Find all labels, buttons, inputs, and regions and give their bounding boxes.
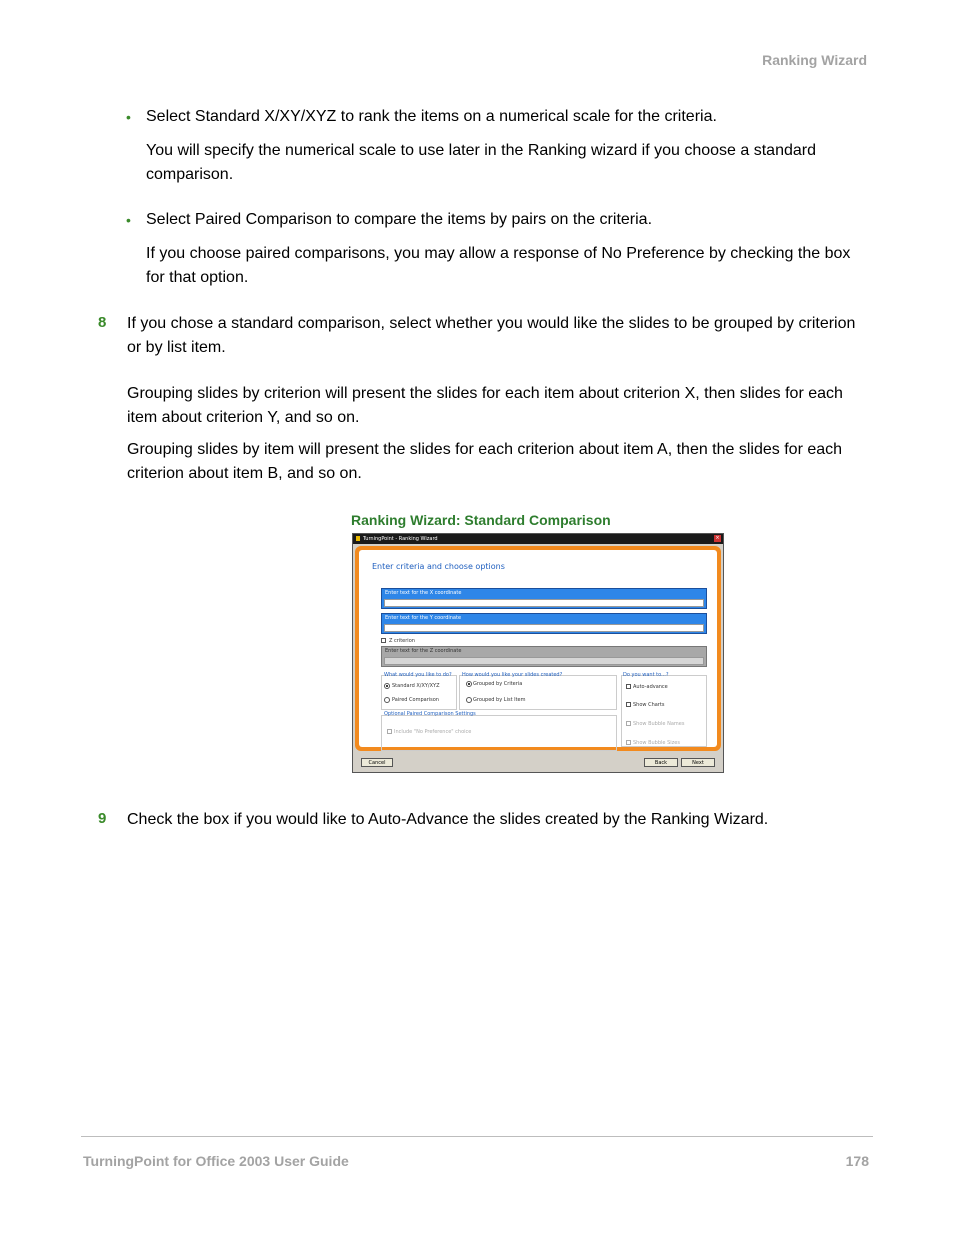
y-coordinate-input (384, 624, 704, 632)
criterion-grouping-paragraph: Grouping slides by criterion will present the slides for each item about criterion X, then slides for each item about criterion Y, and so on. (127, 385, 843, 426)
z-criterion-checkbox (381, 638, 386, 643)
paired-radio (384, 697, 390, 703)
step-number-9: 9 (98, 810, 107, 827)
step-number-8: 8 (98, 314, 107, 331)
bubble-sizes-label: Show Bubble Sizes (633, 740, 680, 746)
auto-advance-checkbox (626, 684, 631, 689)
do-label: Do you want to...? (623, 672, 669, 678)
standard-label: Standard X/XY/XYZ (392, 683, 440, 689)
z-coordinate-input (384, 657, 704, 665)
show-charts-checkbox (626, 702, 631, 707)
standard-radio (384, 683, 390, 689)
back-button: Back (644, 758, 678, 767)
close-icon: × (715, 535, 720, 541)
grouped-list-label: Grouped by List Item (473, 697, 526, 703)
paired-label: Paired Comparison (392, 697, 439, 703)
ranking-wizard-screenshot (352, 533, 724, 773)
bullet-paired-note: If you choose paired comparisons, you may allow a response of No Preference by checking the box for that option. (146, 245, 851, 286)
step-8-text: If you chose a standard comparison, select whether you would like the slides to be grouped by criterion or by list item. (127, 315, 856, 356)
running-header: Ranking Wizard (762, 52, 867, 68)
bullet-standard-note: You will specify the numerical scale to use later in the Ranking wizard if you choose a standard comparison. (146, 142, 816, 183)
wizard-inner (359, 550, 717, 747)
no-preference-label: Include "No Preference" choice (394, 729, 472, 735)
item-grouping-paragraph: Grouping slides by item will present the slides for each criterion about item A, then the slides for each criterion about item B, and so on. (127, 441, 843, 482)
what-label: What would you like to do? (384, 672, 452, 678)
no-preference-checkbox (387, 729, 392, 734)
step-9-text: Check the box if you would like to Auto-Advance the slides created by the Ranking Wizard. (127, 811, 769, 828)
y-coordinate-label: Enter text for the Y coordinate (385, 615, 462, 621)
footer-divider (81, 1136, 873, 1137)
grouped-list-radio (466, 697, 472, 703)
bubble-names-label: Show Bubble Names (633, 721, 685, 727)
x-coordinate-label: Enter text for the X coordinate (385, 590, 462, 596)
bullet-marker: • (126, 212, 131, 228)
bullet-paired-text: Select Paired Comparison to compare the items by pairs on the criteria. (146, 211, 653, 228)
z-coordinate-box (381, 646, 707, 667)
wizard-panel (355, 546, 721, 751)
x-coordinate-input (384, 599, 704, 607)
auto-advance-label: Auto-advance (633, 684, 668, 690)
wizard-heading: Enter criteria and choose options (372, 562, 505, 571)
how-label: How would you like your slides created? (462, 672, 563, 678)
y-coordinate-box (381, 613, 707, 634)
grouped-criteria-radio (466, 681, 472, 687)
cancel-button: Cancel (361, 758, 393, 767)
x-coordinate-box (381, 588, 707, 609)
z-coordinate-label: Enter text for the Z coordinate (385, 648, 462, 654)
show-charts-label: Show Charts (633, 702, 665, 708)
app-icon (356, 536, 360, 541)
page-number: 178 (845, 1153, 869, 1169)
footer-title: TurningPoint for Office 2003 User Guide (83, 1153, 349, 1169)
wizard-titlebar (353, 534, 723, 544)
z-criterion-label: Z criterion (389, 638, 415, 644)
bubble-names-checkbox (626, 721, 631, 726)
wizard-title: TurningPoint - Ranking Wizard (363, 536, 438, 542)
bullet-standard-text: Select Standard X/XY/XYZ to rank the items on a numerical scale for the criteria. (146, 108, 717, 125)
bullet-marker: • (126, 109, 131, 125)
next-button: Next (681, 758, 715, 767)
bubble-sizes-checkbox (626, 740, 631, 745)
what-group (381, 675, 457, 710)
grouped-criteria-label: Grouped by Criteria (473, 681, 523, 687)
optional-label: Optional Paired Comparison Settings (384, 711, 476, 717)
figure-caption: Ranking Wizard: Standard Comparison (351, 512, 611, 528)
